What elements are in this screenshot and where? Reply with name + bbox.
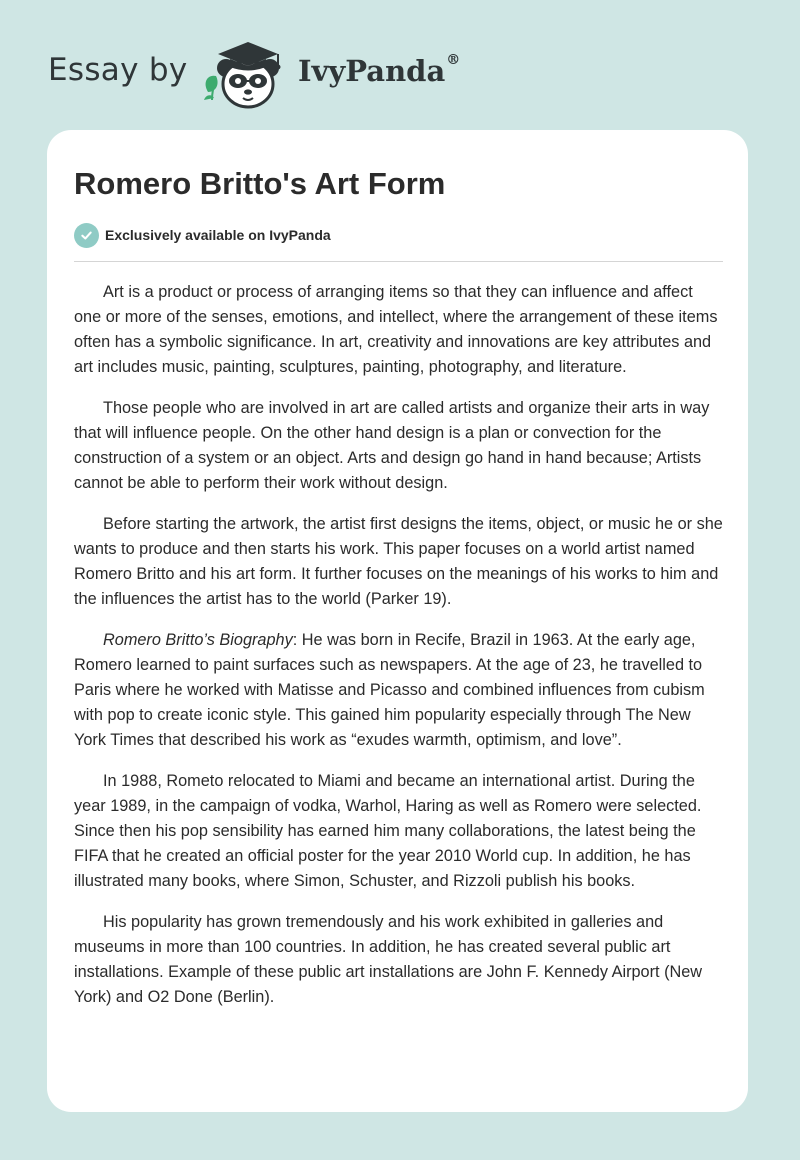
essay-by-label: Essay by xyxy=(48,52,188,88)
paragraph: In 1988, Rometo relocated to Miami and became an international artist. During the year 1989, in the campaign of vodka, Warhol, Haring as well as Romero were selected. Since then his pop sensibility has earned him many collaborations, the latest being the FIFA that he created an official poster for the year 2010 World cup. In addition, he has illustrated many books, where Simon, Schuster, and Rizzoli publish his books. xyxy=(74,772,702,890)
essay-card xyxy=(47,130,748,1112)
paragraph: Those people who are involved in art are called artists and organize their arts in way that will influence people. On the other hand design is a plan or convection for the construction of a system or an object. Arts and design go hand in hand because; Artists cannot be able to perform their work without design. xyxy=(74,399,710,492)
paragraph: Before starting the artwork, the artist first designs the items, object, or music he or she wants to produce and then starts his work. This paper focuses on a world artist named Romero Britto and his art form. It further focuses on the meanings of his works to him and the influences the artist has to the world (Parker 19). xyxy=(74,515,723,608)
page-title: Romero Britto's Art Form xyxy=(74,166,446,201)
check-icon xyxy=(74,223,99,248)
exclusive-badge-text: Exclusively available on IvyPanda xyxy=(105,227,331,243)
brand-name[interactable]: IvyPanda® xyxy=(298,52,461,88)
exclusive-badge xyxy=(74,222,331,248)
paragraph: Art is a product or process of arranging items so that they can influence and affect one or more of the senses, emotions, and intellect, where the arrangement of these items often has a symbolic significance. In art, creativity and innovations are key attributes and art includes music, painting, sculptures, painting, photography, and literature. xyxy=(74,283,718,376)
paragraph xyxy=(74,628,724,753)
title-divider xyxy=(74,261,723,262)
site-header xyxy=(48,30,748,110)
panda-graduate-logo-icon[interactable] xyxy=(200,34,296,110)
biography-text: : He was born in Recife, Brazil in 1963. At the early age, Romero learned to paint surfaces such as newspapers. At the age of 23, he travelled to Paris where he worked with Matisse and Picasso and combined influences from cubism with pop to create iconic style. This gained him popularity especially through The New York Times that described his work as “exudes warmth, optimism, and love”. xyxy=(74,631,705,749)
paragraph: His popularity has grown tremendously and his work exhibited in galleries and museums in more than 100 countries. In addition, he has created several public art installations. Example of these public art installations are John F. Kennedy Airport (New York) and O2 Done (Berlin). xyxy=(74,913,703,1006)
registered-mark: ® xyxy=(446,52,461,68)
essay-body xyxy=(74,280,724,1026)
biography-heading: Romero Britto’s Biography xyxy=(103,631,293,649)
